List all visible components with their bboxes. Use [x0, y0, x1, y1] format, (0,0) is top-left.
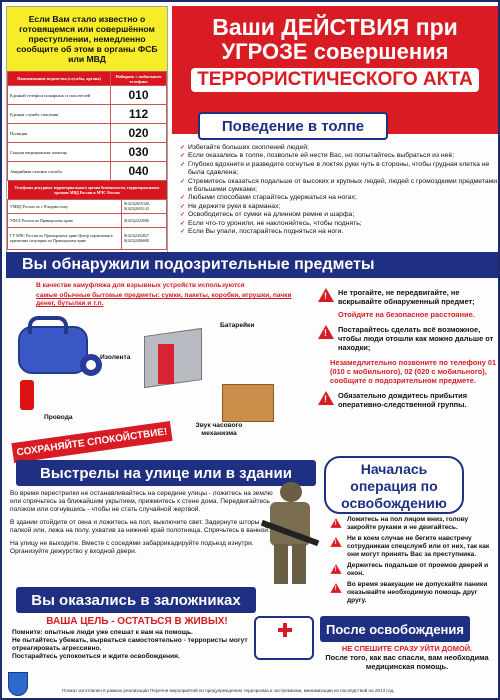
list-item: [328, 535, 498, 559]
list-item: ✓ Не держите руки в карманах;: [182, 203, 500, 211]
list-item: [328, 562, 498, 578]
tape-label: Изолента: [100, 354, 131, 361]
crowd-list: [182, 144, 500, 236]
table-header: Телефоны дежурных территориального органа безопасности, территориальных органов МВД России и МЧС России: [8, 181, 167, 199]
table-row: [8, 105, 167, 124]
wires-label: Провода: [44, 414, 73, 421]
box-tape-icon: [158, 344, 174, 384]
paragraph: После того, как вас спасли, вам необходима медицинская помощь.: [325, 653, 489, 671]
list-item: ✓ Если что-то уронили, не наклоняйтесь, чтобы поднять;: [182, 220, 500, 228]
paragraph: Во время перестрелки не останавливайтесь на середине улицы - ложитесь на землю или спрячьтесь за ближайшим укрытием, прижмитесь к стене дома. Передвигайтесь ползком или согнувшись - чтобы не стать случайной жертвой.: [10, 490, 273, 513]
warning-icon: [330, 564, 341, 574]
item-text: Ложитесь на пол лицом вниз, голову закройте руками и не двигайтесь.: [347, 516, 469, 531]
item-text: Во время эвакуации не допускайте паники оказывайте необходимую помощь друг другу.: [347, 581, 488, 604]
table-header: Набирать с мобильного телефона: [111, 72, 167, 86]
table-row: [8, 124, 167, 143]
report-warning: Если Вам стало известно о готовящемся или совершённом преступлении, немедленно сообщите об этом в органы ФСБ или МВД: [7, 7, 167, 71]
table-row: [8, 143, 167, 162]
step-text: Отойдите на безопасное расстояние.: [338, 310, 475, 319]
step-row: [318, 325, 498, 352]
service-name: Скорая медицинская помощь: [8, 143, 111, 162]
coat-of-arms-icon: [8, 672, 28, 696]
service-number: 010: [111, 86, 167, 105]
after-heading: После освобождения: [320, 616, 470, 642]
step-row: [318, 391, 498, 409]
service-name: Аварийная газовая служба: [8, 162, 111, 181]
soldier-leg-icon: [274, 544, 288, 584]
after-warning: НЕ СПЕШИТЕ СРАЗУ УЙТИ ДОМОЙ.: [341, 644, 473, 653]
contacts-panel: [6, 6, 168, 258]
paragraph: В здании отойдите от окна и ложитесь на пол, выключите свет. Задернуте шторы палкой или, лежа на полу, ухватив за нижний край полотнища. Спрячьтесь в ванной.: [10, 519, 270, 534]
clock-label: Звук часового механизма: [195, 422, 243, 437]
table-row: [8, 227, 167, 249]
service-number: 030: [111, 143, 167, 162]
hostage-heading: Вы оказались в заложниках: [16, 587, 256, 613]
warning-icon: [318, 391, 334, 405]
warning-icon: [330, 537, 341, 547]
service-name: Полиция: [8, 124, 111, 143]
after-text: [318, 644, 496, 671]
paragraph: Постарайтесь успокоиться и ждите освобождения.: [12, 653, 180, 660]
keep-calm-banner: СОХРАНЯЙТЕ СПОКОЙСТВИЕ!: [11, 421, 172, 463]
can-icon: [20, 380, 34, 410]
list-item: ✓ Глубоко вдохните и разведите согнутые в локтях руки чуть в стороны, чтобы грудная клетка не была сдавлена;: [182, 161, 500, 178]
cross-icon: [283, 623, 287, 637]
title-line-2: УГРОЗЕ совершения: [221, 39, 449, 64]
step-text: Незамедлительно позвоните по телефону 01 (010 с мобильного), 02 (020 с мобильного), сообщите о подозрительном предмете.: [330, 358, 497, 385]
list-item: ✓ Освободитесь от сумки на длинном ремне и шарфа;: [182, 211, 500, 219]
cardboard-box-icon: [222, 384, 274, 422]
list-item: ✓ Избегайте больших скоплений людей;: [182, 144, 500, 152]
warning-icon: [330, 583, 341, 593]
warning-icon: [318, 325, 334, 339]
shots-text: [10, 490, 280, 556]
batteries-label: Батарейки: [220, 322, 255, 329]
table-header: Наименование ведомства (службы, органа): [8, 72, 111, 86]
agency-number: 8(423)2224586: [122, 213, 167, 227]
soldier-leg-icon: [292, 544, 306, 584]
footer-note: Плакат изготовлен в рамках реализации Перечня мероприятий по предупреждению терроризма и экстремизма, минимизации их последствий на 2013 год.: [62, 688, 395, 693]
service-number: 112: [111, 105, 167, 124]
service-name: Единый телефон пожарных и спасателей: [8, 86, 111, 105]
emergency-phones-table: [7, 71, 167, 181]
list-item: ✓ Любыми способами старайтесь удержаться на ногах;: [182, 194, 500, 202]
step-text: Постарайтесь сделать всё возможное, чтобы люди отошли как можно дальше от находки;: [338, 325, 494, 352]
table-row: [8, 162, 167, 181]
helmet-icon: [280, 482, 302, 502]
table-row: [8, 86, 167, 105]
list-item: [328, 581, 498, 605]
service-number: 040: [111, 162, 167, 181]
step-row: [318, 288, 498, 306]
paragraph: Не пытайтесь убежать, вырваться самостоятельно - террористы могут отреагировать агрессивно.: [12, 637, 248, 652]
hostage-goal: ВАША ЦЕЛЬ - ОСТАТЬСЯ В ЖИВЫХ!: [46, 616, 228, 627]
operation-heading: Началась операция по освобождению: [324, 456, 464, 514]
section-title: Вы обнаружили подозрительные предметы: [22, 256, 375, 273]
agency-name: ГУ МЧС России по Приморскому краю Центр управления в кризисных ситуациях по Приморскому краю: [8, 227, 122, 249]
hostage-text: [12, 616, 262, 661]
table-row: [8, 199, 167, 213]
agency-name: УФСБ России по Приморскому краю: [8, 213, 122, 227]
operation-list: [328, 516, 498, 605]
list-item: [328, 516, 498, 532]
item-text: Ни в коем случае не бегите навстречу сотрудникам спецслужб или от них, так как они могут принять Вас за преступника.: [347, 535, 490, 558]
tape-icon: [80, 354, 102, 376]
warning-icon: [330, 518, 341, 528]
item-text: Держитесь подальше от проемов дверей и окон.: [347, 562, 489, 577]
soldier-illustration: [260, 478, 324, 588]
crowd-heading: Поведение в толпе: [198, 112, 388, 140]
suspicious-illustration-panel: [8, 282, 308, 464]
paragraph: Помните: опытные люди уже спешат к вам на помощь.: [12, 629, 193, 636]
list-item: ✓ Стремитесь оказаться подальше от высоких и крупных людей, людей с громоздкими предметами и большими сумками;: [182, 178, 500, 195]
list-item: ✓ Если Вы упали, постарайтесь подняться на ноги.: [182, 228, 500, 236]
regional-phones-table: [7, 181, 167, 250]
ambulance-icon: [254, 616, 314, 660]
paragraph: На улицу не выходите. Вместе с соседями забаррикадируйте подъезд изнутри. Организуйте дежурство у входной двери.: [10, 540, 254, 555]
shots-heading: Выстрелы на улице или в здании: [16, 460, 316, 486]
table-row: [8, 213, 167, 227]
camo-items: самые обычные бытовые предметы: сумки, пакеты, коробки, игрушки, пачки денег, бутылки и т.п.: [36, 292, 292, 307]
service-name: Единая служба спасения: [8, 105, 111, 124]
suspicious-heading: [6, 252, 498, 278]
step-text: Не трогайте, не передвигайте, не вскрывайте обнаруженный предмет;: [338, 288, 475, 306]
agency-number: 8(423)2655340, 8(423)2655143: [122, 199, 167, 213]
title-line-3: ТЕРРОРИСТИЧЕСКОГО АКТА: [191, 68, 479, 92]
list-item: ✓ Если оказались в толпе, позвольте ей нести Вас, но попытайтесь выбраться из неё;: [182, 152, 500, 160]
agency-number: 8(423)2432827 8(423)2406680: [122, 227, 167, 249]
warning-icon: [318, 288, 334, 302]
agency-name: УМВД России по г. Владивостоку: [8, 199, 122, 213]
bag-handle-icon: [28, 316, 68, 334]
suspicious-steps: [318, 288, 498, 409]
service-number: 020: [111, 124, 167, 143]
step-text: Обязательно дождитесь прибытия оперативно-следственной группы.: [338, 391, 468, 409]
title-line-1: Ваши ДЕЙСТВИЯ при: [212, 14, 458, 40]
camo-title: В качестве камуфляжа для взрывных устройств используются: [36, 282, 245, 289]
